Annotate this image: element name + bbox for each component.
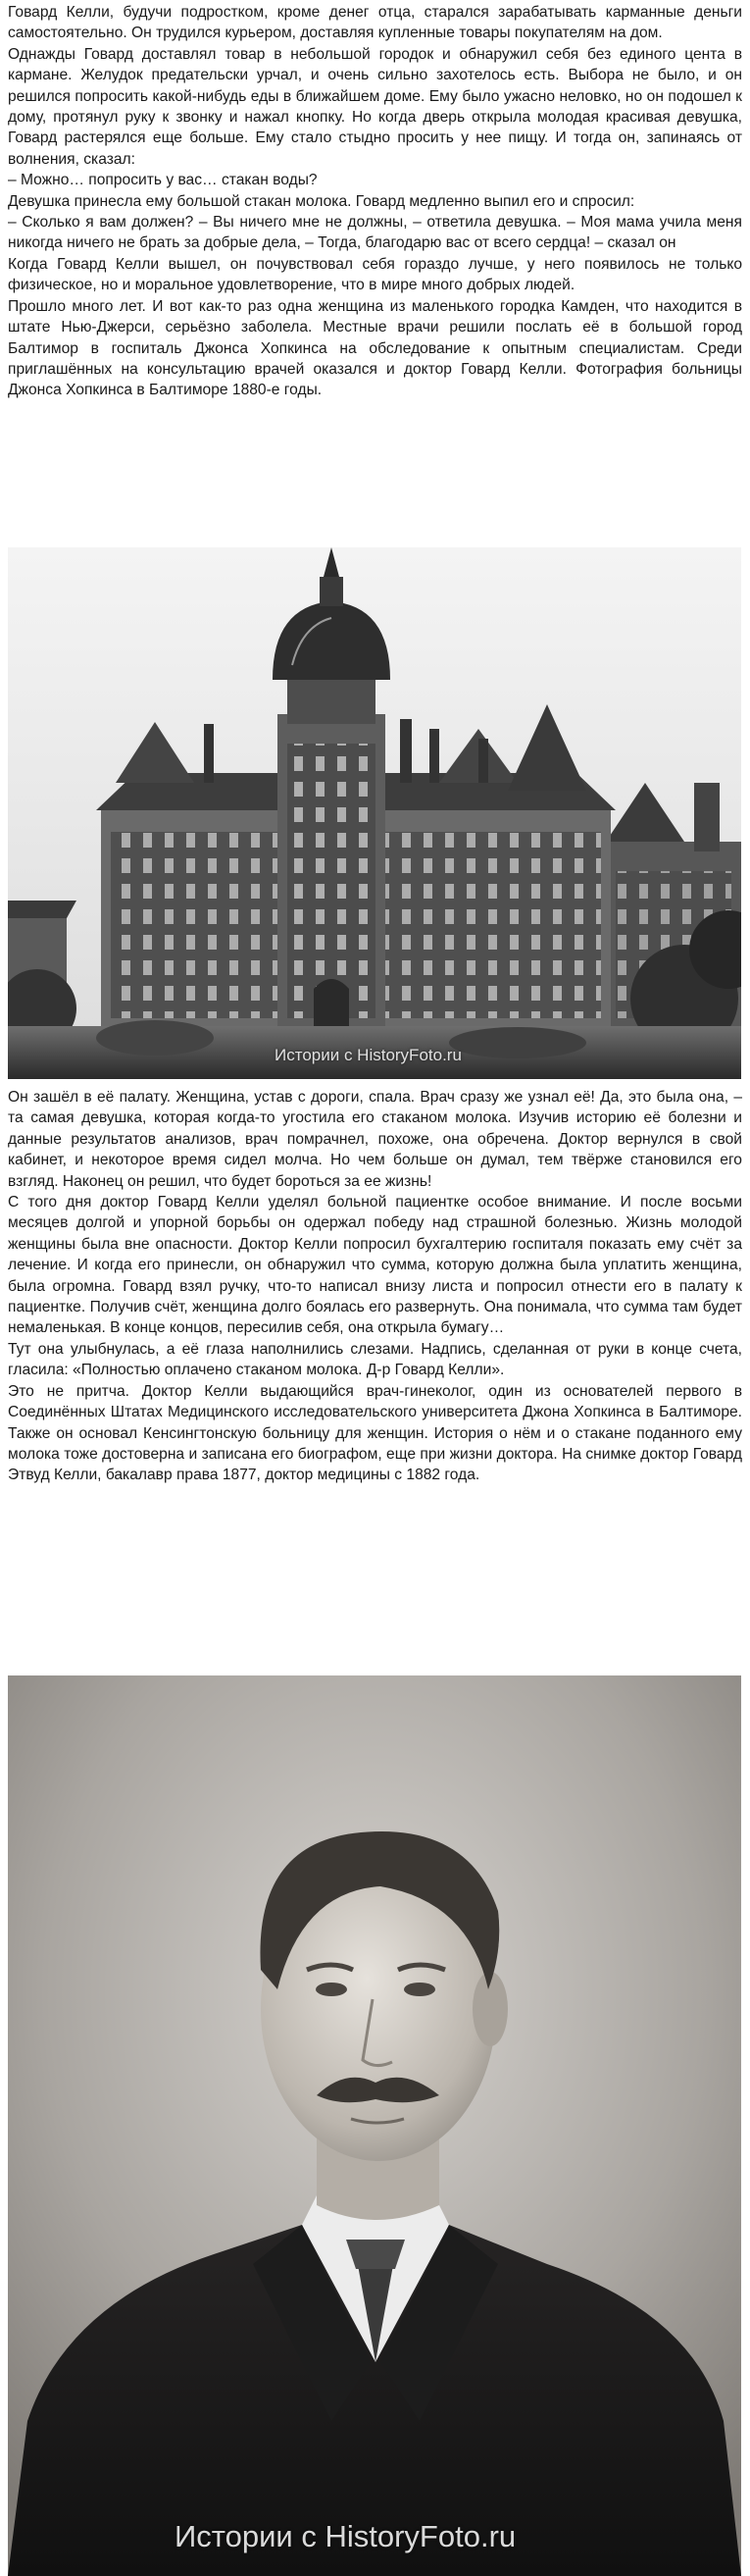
doctor-portrait-image [8, 1675, 741, 2576]
hospital-photo [8, 547, 741, 1079]
paragraph: Однажды Говард доставлял товар в небольшой городок и обнаружил себя без единого цента в кармане. Желудок предательски урчал, и очень сильно захотелось есть. Выбора не было, и он решился попросить какой-нибудь еды в ближайшем доме. Ему было ужасно неловко, но он подошел к дому, протянул руку к звонку и нажал кнопку. Но когда дверь открыла молодая красивая девушка, Говард растерялся еще больше. Ему стало стыдно просить у нее пищу. И тогда он, запинаясь от волнения, сказал: [8, 45, 742, 168]
hospital-photo-watermark: Истории с HistoryFoto.ru [275, 1046, 462, 1064]
paragraph: С того дня доктор Говард Келли уделял больной пациентке особое внимание. И после восьми месяцев долгой и упорной борьбы он одержал победу над страшной болезнью. Жизнь молодой женщины была вне опасности. Доктор Келли попросил бухгалтерию госпиталя показать ему счёт за лечение. И когда его принесли, он обнаружил что сумма, которую должна была уплатить женщина, была огромна. Говард взял ручку, что-то написал внизу листа и попросил отнести его в палату к пациентке. Получив счёт, женщина долго боялась его развернуть. Она понимала, что сумма там будет немаленькая. В конце концов, пересилив себя, она открыла бумагу… [8, 1194, 742, 1337]
portrait-photo-watermark: Истории с HistoryFoto.ru [175, 2519, 517, 2553]
paragraph: Тут она улыбнулась, а её глаза наполнились слезами. Надпись, сделанная от руки в конце счета, гласила: «Полностью оплачено стаканом молока. Д-р Говард Келли». [8, 1340, 742, 1379]
hospital-building-image [8, 547, 741, 1079]
paragraph: Прошло много лет. И вот как-то раз одна женщина из маленького городка Камден, что находится в штате Нью-Джерси, серьёзно заболела. Местные врачи решили послать её в большой город Балтимор в госпиталь Джонса Хопкинса на обследование к опытным специалистам. Среди приглашённых на консультацию врачей оказался и доктор Говард Келли. Фотография больницы Джонса Хопкинса в Балтиморе 1880-е годы. [8, 297, 742, 399]
paragraph: – Можно… попросить у вас… стакан воды? [8, 172, 318, 189]
paragraph: Девушка принесла ему большой стакан молока. Говард медленно выпил его и спросил: [8, 192, 635, 210]
article-text-top [0, 0, 750, 547]
portrait-photo [8, 1675, 741, 2576]
paragraph: Он зашёл в её палату. Женщина, устав с дороги, спала. Врач сразу же узнал её! Да, это была она, – та самая девушка, которая когда-то угостила его стаканом молока. Изучив историю её болезни и данные результатов анализов, врач помрачнел, похоже, она обречена. Доктор вернулся в свой кабинет, и некоторое время сидел молча. Но чем больше он думал, тем твёрже становился его взгляд. Наконец он решил, что будет бороться за ее жизнь! [8, 1089, 742, 1190]
paragraph: Это не притча. Доктор Келли выдающийся врач-гинеколог, один из основателей первого в Соединённых Штатах Медицинского исследовательского университета Джона Хопкинса в Балтиморе. Также он основал Кенсингтонскую больницу для женщин. История о нём и о стакане поданного ему молока тоже достоверна и записана его биографом, еще при жизни доктора. На снимке доктор Говард Этвуд Келли, бакалавр права 1877, доктор медицины с 1882 года. [8, 1382, 742, 1484]
paragraph: Говард Келли, будучи подростком, кроме денег отца, старался зарабатывать карманные деньги самостоятельно. Он трудился курьером, доставляя купленные товары покупателям на дом. [8, 4, 742, 42]
article-text-middle [0, 1079, 750, 1675]
paragraph: – Сколько я вам должен? – Вы ничего мне не должны, – ответила девушка. – Моя мама учила меня никогда ничего не брать за добрые дела, – Тогда, благодарю вас от всего сердца! – сказал он [8, 214, 742, 252]
paragraph: Когда Говард Келли вышел, он почувствовал себя гораздо лучше, у него появилось не только физическое, но и моральное удовлетворение, что в мире много добрых людей. [8, 255, 742, 294]
